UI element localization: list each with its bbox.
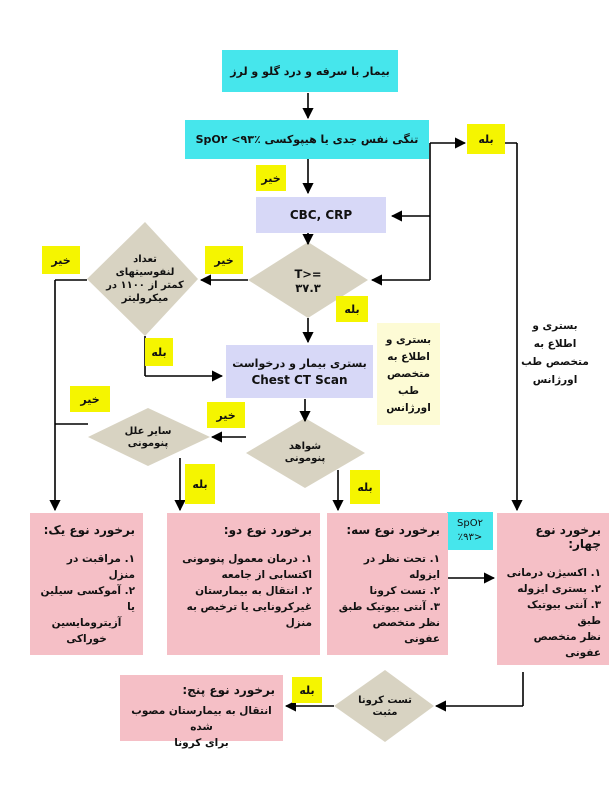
type2-line: ۱. درمان معمول پنومونی	[182, 553, 312, 565]
type4-line: ۲. بستری ایزوله	[517, 583, 601, 595]
chest-ct-box	[226, 345, 373, 398]
admit-right-line2: اطلاع به	[533, 338, 577, 350]
lymph-line1: تعداد	[133, 254, 157, 265]
type4-line: ۱. اکسیژن درمانی	[506, 567, 601, 579]
admit-right-line3: متخصص طب	[521, 356, 589, 368]
admit-right-line1: بستری و	[532, 320, 578, 332]
spo2-line2: ٪۹۳>	[457, 532, 483, 543]
lymph-line4: میکرولیتر	[121, 293, 169, 304]
type3-line: نظر متخصص عفونی	[372, 617, 440, 645]
type2-line: اکتسابی از جامعه	[221, 569, 312, 581]
spo2-threshold-box	[447, 512, 493, 550]
treatment-type1-card	[30, 513, 143, 655]
corona-test-decision-text	[355, 693, 415, 721]
type5-line: انتقال به بیمارستان مصوب شده	[131, 705, 272, 733]
type4-line: ۳. آنتی بیوتیک طبق	[527, 599, 601, 627]
no-label-lymphocyte: خیر	[42, 246, 80, 274]
fever-decision-text	[272, 264, 344, 298]
admit-right-text	[520, 303, 590, 403]
treatment-type4-card	[497, 513, 609, 665]
chest-ct-line2: Chest CT Scan	[251, 372, 348, 387]
corona-line2: مثبت	[372, 707, 398, 718]
admit-notice-box	[377, 323, 440, 425]
corona-line1: تست کرونا	[358, 694, 412, 706]
fever-line2: ۳۷.۳	[295, 281, 321, 295]
start-box: بیمار با سرفه و درد گلو و لرز	[222, 50, 398, 92]
admit-notice-line1: بستری و	[385, 333, 432, 346]
other-line1: سایر علل	[124, 425, 172, 437]
treatment-type2-card	[167, 513, 320, 655]
type2-line: غیرکرونایی یا ترخیص به منزل	[186, 601, 312, 629]
treatment-type3-card	[327, 513, 448, 655]
no-label-pneumonia: خیر	[207, 402, 245, 428]
cbc-crp-box: CBC, CRP	[256, 197, 386, 233]
dyspnea-box: تنگی نفس جدی یا هیپوکسی ٪۹۳> SpO۲	[185, 120, 429, 159]
no-label-dyspnea: خیر	[256, 165, 286, 191]
type2-title: برخورد نوع دو:	[223, 523, 312, 537]
lymph-line2: لنفوسیتهای	[115, 267, 175, 278]
type3-line: ۱. تحت نظر در ایزوله	[363, 553, 440, 581]
type3-line: ۲. تست کرونا	[369, 585, 440, 597]
admit-notice-line4: اورژانس	[386, 401, 431, 414]
type4-title: برخورد نوع چهار:	[535, 523, 601, 551]
admit-right-line4: اورژانس	[532, 374, 578, 386]
type1-line: آزیترومایسین	[51, 617, 122, 629]
yes-label-lymphocyte: بله	[145, 338, 173, 366]
pneumonia-line2: پنومونی	[284, 453, 326, 464]
type4-line: نظر متخصص عفونی	[533, 631, 601, 659]
no-label-fever: خیر	[205, 246, 243, 274]
pneumonia-line1: شواهد	[288, 440, 322, 452]
type1-line: ۱. مراقبت در منزل	[66, 553, 135, 581]
type2-line: ۲. انتقال به بیمارستان	[195, 585, 312, 597]
lymph-line3: کمتر از ۱۱۰۰ در	[106, 280, 184, 291]
fever-line1: T>=	[294, 266, 322, 281]
admit-notice-line3: متخصص طب	[386, 367, 431, 397]
lymphocyte-decision-text	[104, 252, 186, 306]
no-label-other-causes: خیر	[70, 386, 110, 412]
treatment-type5-card	[120, 675, 283, 749]
chest-ct-line1: بستری بیمار و درخواست	[232, 356, 367, 370]
type1-title: برخورد نوع یک:	[43, 523, 135, 537]
yes-label-corona: بله	[292, 677, 322, 703]
other-line2: پنومونی	[127, 438, 169, 449]
type1-line: ۲. آموکسی سیلین یا	[40, 585, 135, 613]
type5-line: برای کرونا	[174, 737, 229, 749]
type5-title: برخورد نوع پنج:	[182, 683, 275, 697]
type3-title: برخورد نوع سه:	[346, 523, 440, 537]
yes-label-fever: بله	[336, 296, 368, 322]
type1-line: خوراکی	[66, 633, 107, 645]
yes-label-dyspnea: بله	[467, 124, 505, 154]
type3-line: ۳. آنتی بیوتیک طبق	[338, 601, 440, 613]
admit-notice-line2: اطلاع به	[387, 350, 430, 363]
pneumonia-decision-text	[275, 438, 335, 468]
yes-label-pneumonia: بله	[350, 470, 380, 504]
other-causes-decision-text	[118, 424, 178, 452]
yes-label-other-causes: بله	[185, 464, 215, 504]
spo2-line1: SpO۲	[457, 518, 483, 529]
